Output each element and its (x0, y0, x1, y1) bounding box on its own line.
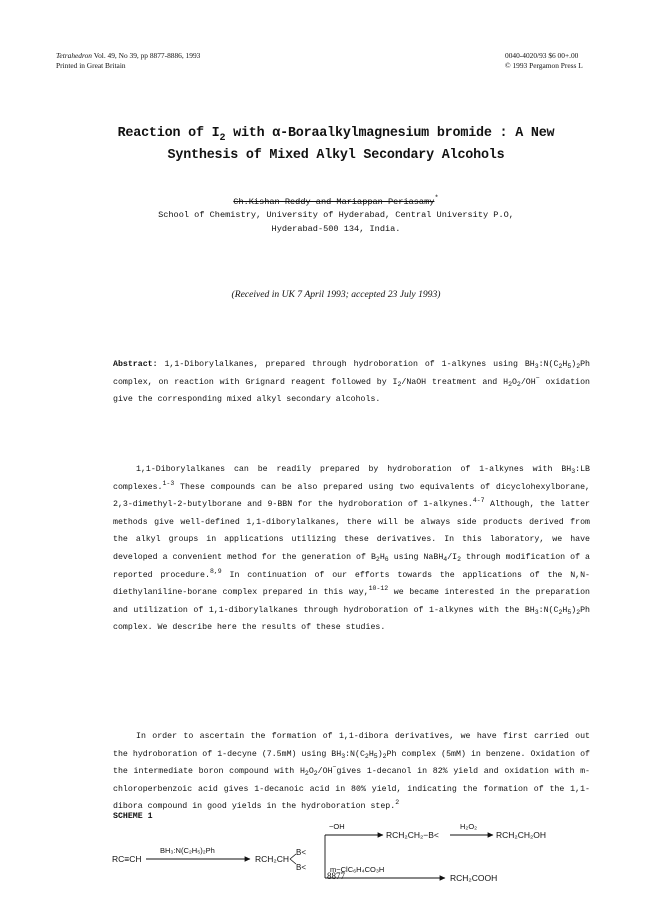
title-line-2: Synthesis of Mixed Alkyl Secondary Alcohols (167, 148, 505, 163)
scheme-product1: RCH₂CH₂−B< (386, 830, 439, 840)
corresponding-star: * (434, 195, 439, 203)
scheme-alcohol: RCH₂CH₂OH (496, 830, 547, 840)
printed-in: Printed in Great Britain (56, 60, 126, 70)
volume-pages: Vol. 49, No 39, pp 8877-8886, 1993 (92, 51, 201, 60)
copyright: © 1993 Pergamon Press L (505, 60, 583, 70)
scheme-reactant: RC≡CH (112, 854, 142, 864)
page-number: 8877 (327, 871, 345, 881)
boron-group-top: B< (296, 848, 307, 857)
paper-title (0, 123, 672, 167)
scheme-intermediate: RCH₂CH (255, 854, 289, 864)
journal-name: Tetrahedron (56, 51, 92, 60)
journal-citation (56, 51, 200, 61)
title-line-1: Reaction of $I_2$ with α-Boraalkylmagnesium bromide : A New (117, 126, 555, 144)
scheme-reagent: BH₃:N(C₂H₅)₂Ph (160, 846, 215, 855)
scheme-peroxide: H₂O₂ (460, 822, 478, 831)
author-names: Ch.Kishan Reddy and Mariappan Periasamy* (233, 195, 439, 207)
article-code: 0040-4020/93 $6 00+.00 (505, 51, 579, 60)
scheme-hydroxide: −OH (329, 822, 345, 831)
scheme-label: SCHEME 1 (113, 812, 153, 821)
scheme-acid: RCH₂COOH (450, 873, 498, 883)
boron-group-bottom: B< (296, 863, 307, 872)
publisher-header (505, 51, 583, 70)
scheme-peracid: m−ClC₆H₄CO₃H (330, 865, 385, 874)
abstract-label: Abstract: (113, 360, 158, 369)
affiliation-line-1: School of Chemistry, University of Hyderabad, Central University P.O, (158, 210, 514, 221)
paragraph-hydroboration: In order to ascertain the formation of 1,1-dibora derivatives, we have first carried out the hydroboration of 1-decyne (7.5mM) using $BH_3:N(C_2H_5)_2Ph$ complex (5mM) in benzene. Oxidation of the intermediate boron compound with $H_2O_2/OH^-gives$ 1-decanol in 82% yield and oxidation with m-chloroperbenzoic acid gives 1-decanoic acid in 80% yield, indicating the formation of the 1,1-dibora compound in good yields in the hydroboration step.$^2$ (113, 732, 590, 812)
abstract: Abstract: 1,1-Diborylalkanes, prepared through hydroboration of 1-alkynes using $BH_3:N(C_2H_5)_2Ph$ complex, on reaction with Grignard reagent followed by $I_2$/NaOH treatment and $H_2O_2/OH^-$ oxidation give the corresponding mixed alkyl secondary alcohols. (113, 360, 591, 405)
author-block (0, 193, 672, 236)
paragraph-intro: 1,1-Diborylalkanes can be readily prepared by hydroboration of 1-alkynes with $BH_3:LB$ complexes.$^{1-3}$ These compounds can be also prepared using two equivalents of dicyclohexylborane, 2,3-dimethyl-2-butylborane and 9-BBN for the hydroboration of 1-alkynes.$^{4-7}$ Although, the latter methods give well-defined 1,1-diborylalkanes, there will be always side products derived from the alkyl groups in applications utilizing these derivatives. In this laboratory, we have developed a convenient method for the generation of $B_2H_6$ using $NaBH_4/I_2$ through modification of a reported procedure.$^{8,9}$ In continuation of our efforts towards the applications of the N,N-diethylaniline-borane complex prepared in this way,$^{10-12}$ we became interested in the preparation and utilization of 1,1-diborylalkanes through hydroboration of 1-alkynes with the $BH_3:N(C_2H_5)_2Ph$ complex. We describe here the results of these studies. (113, 465, 591, 633)
received-dates: (Received in UK 7 April 1993; accepted 23 July 1993) (231, 289, 441, 300)
affiliation-line-2: Hyderabad-500 134, India. (271, 223, 401, 234)
journal-header (56, 51, 200, 70)
